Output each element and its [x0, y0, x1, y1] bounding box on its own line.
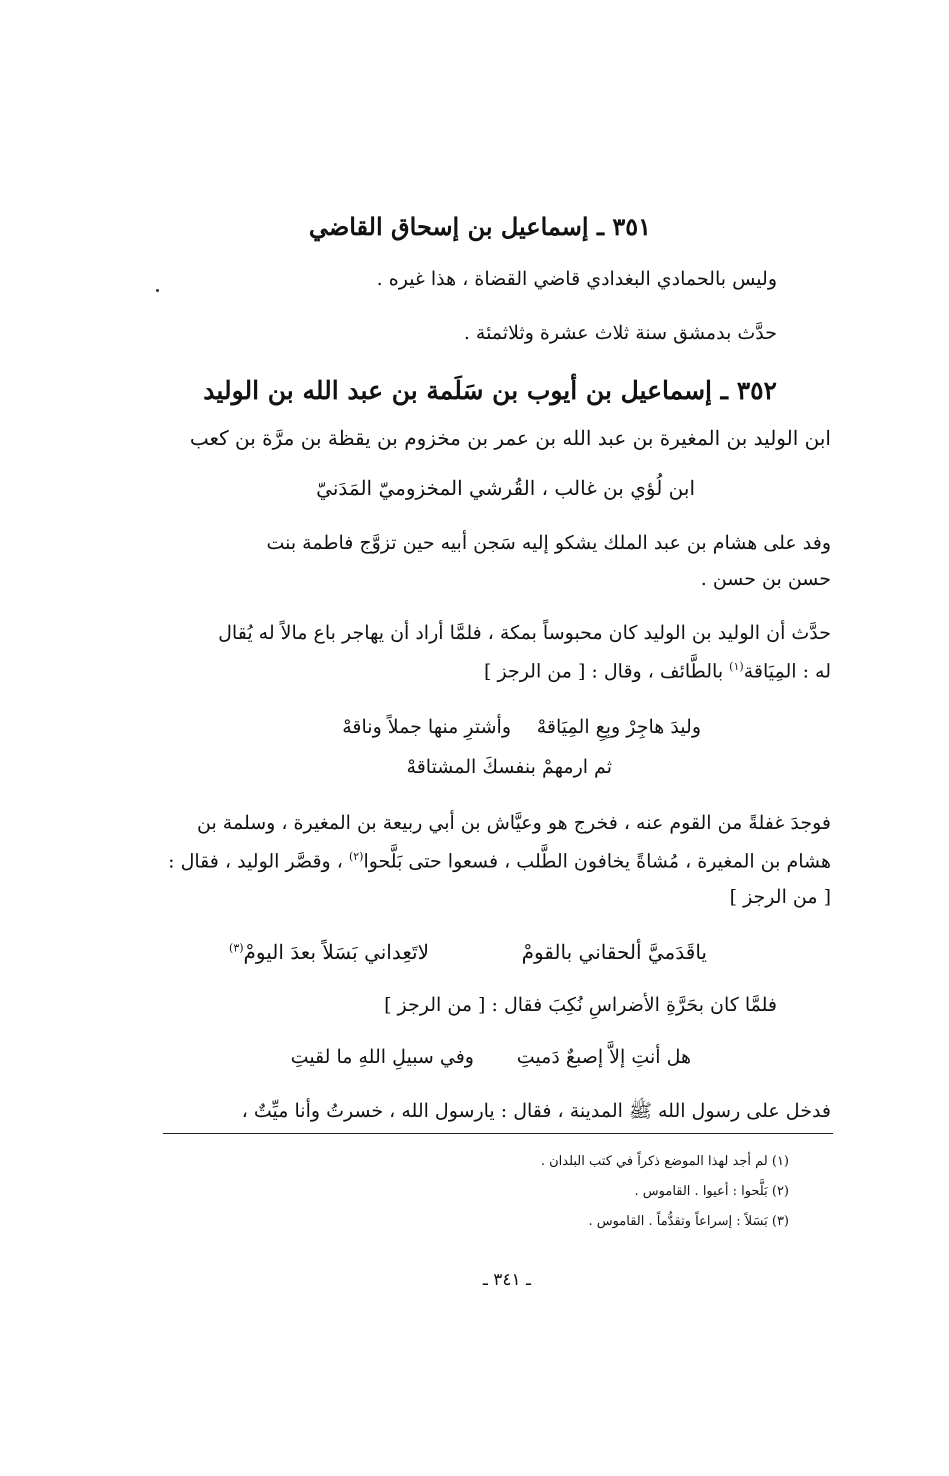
- paragraph-1-line-2: حسن بن حسن .: [700, 568, 831, 590]
- footnote-ref-1: (١): [729, 660, 744, 673]
- entry-352-lineage-line-2: ابن لُؤي بن غالب ، القُرشي المخزوميّ المَدَنيّ: [316, 476, 695, 500]
- entry-351-heading: ٣٥١ ـ إسماعيل بن إسحاق القاضي: [308, 212, 651, 241]
- paragraph-4: فلمَّا كان بحَرَّةِ الأضراسِ نُكِبَ فقال : [ من الرجز ]: [384, 994, 777, 1016]
- footnote-ref-3: (٣): [229, 941, 244, 955]
- paragraph-5: فدخل على رسول الله ﷺ المدينة ، فقال : يارسول الله ، خسرتُ وأنا ميِّتٌ ،: [241, 1100, 831, 1122]
- verse-1-first-hemistich: وليدَ هاجِرْ وبِعِ المِيَاقهْ: [536, 716, 701, 738]
- entry-352-lineage-line-1: ابن الوليد بن المغيرة بن عبد الله بن عمر بن مخزوم بن يقظة بن مرَّة بن كعب: [189, 426, 831, 450]
- paragraph-3-line-2: [168, 850, 831, 873]
- paragraph-2-line-2-text-b: بالطَّائف ، وقال : [ من الرجز ]: [484, 660, 730, 683]
- verse-3-second-hemistich: وفي سبيلِ اللهِ ما لقيتِ: [290, 1046, 474, 1068]
- paragraph-2-line-2-text-a: له : المِيَاقة: [743, 660, 831, 683]
- page-number: ـ ٣٤١ ـ: [482, 1270, 531, 1290]
- footnote-3: (٣) بَسَلاً : إسراعاً وتقدُّماً . القاموس .: [588, 1214, 789, 1229]
- footnote-separator: [163, 1133, 833, 1134]
- paragraph-3-line-1: فوجدَ غفلةً من القوم عنه ، فخرج هو وعيَّاش بن أبي ربيعة بن المغيرة ، وسلمة بن: [196, 812, 831, 834]
- paragraph-2-line-1: حدَّث أن الوليد بن الوليد كان محبوساً بمكة ، فلمَّا أراد أن يهاجر باع مالاً له يُقال: [218, 622, 831, 644]
- verse-1-second-hemistich: وأشترِ منها جملاً وناقهْ: [342, 716, 511, 738]
- paragraph-3-line-2-text-a: هشام بن المغيرة ، مُشاةً يخافون الطَّلب ، فسعوا حتى بَلَّحوا: [363, 850, 831, 873]
- paragraph-3-line-2-text-b: ، وقصَّر الوليد ، فقال :: [168, 850, 349, 873]
- footnote-2: (٢) بَلَّحوا : أعيوا . القاموس .: [634, 1184, 789, 1199]
- entry-351-paragraph-2: حدَّث بدمشق سنة ثلاث عشرة وثلاثمئة .: [463, 322, 777, 344]
- paragraph-2-line-2: [484, 660, 831, 683]
- verse-2-second-hemistich: [229, 940, 429, 964]
- footnote-ref-2: (٢): [348, 850, 364, 863]
- verse-1-third-line: ثم ارمهمْ بنفسكَ المشتاقهْ: [406, 756, 612, 778]
- paragraph-3-line-3: [ من الرجز ]: [729, 886, 831, 908]
- entry-352-heading: ٣٥٢ ـ إسماعيل بن أيوب بن سَلَمة بن عبد الله بن الوليد: [203, 376, 777, 405]
- entry-351-paragraph-1: وليس بالحمادي البغدادي قاضي القضاة ، هذا غيره .: [376, 268, 777, 290]
- footnote-1: (١) لم أجد لهذا الموضع ذكراً في كتب البلدان .: [540, 1154, 789, 1169]
- verse-3-first-hemistich: هل أنتِ إلاَّ إصبعٌ دَميتِ: [516, 1046, 691, 1068]
- verse-2-first-hemistich: ياقَدَميَّ ألحقاني بالقومْ: [521, 940, 707, 964]
- verse-2-second-hemistich-text: لاتَعِداني بَسَلاً بعدَ اليومْ: [243, 940, 429, 964]
- paragraph-1-line-1: وفد على هشام بن عبد الملك يشكو إليه سَجن أبيه حين تزوَّج فاطمة بنت: [266, 532, 831, 554]
- stray-mark: [156, 289, 159, 292]
